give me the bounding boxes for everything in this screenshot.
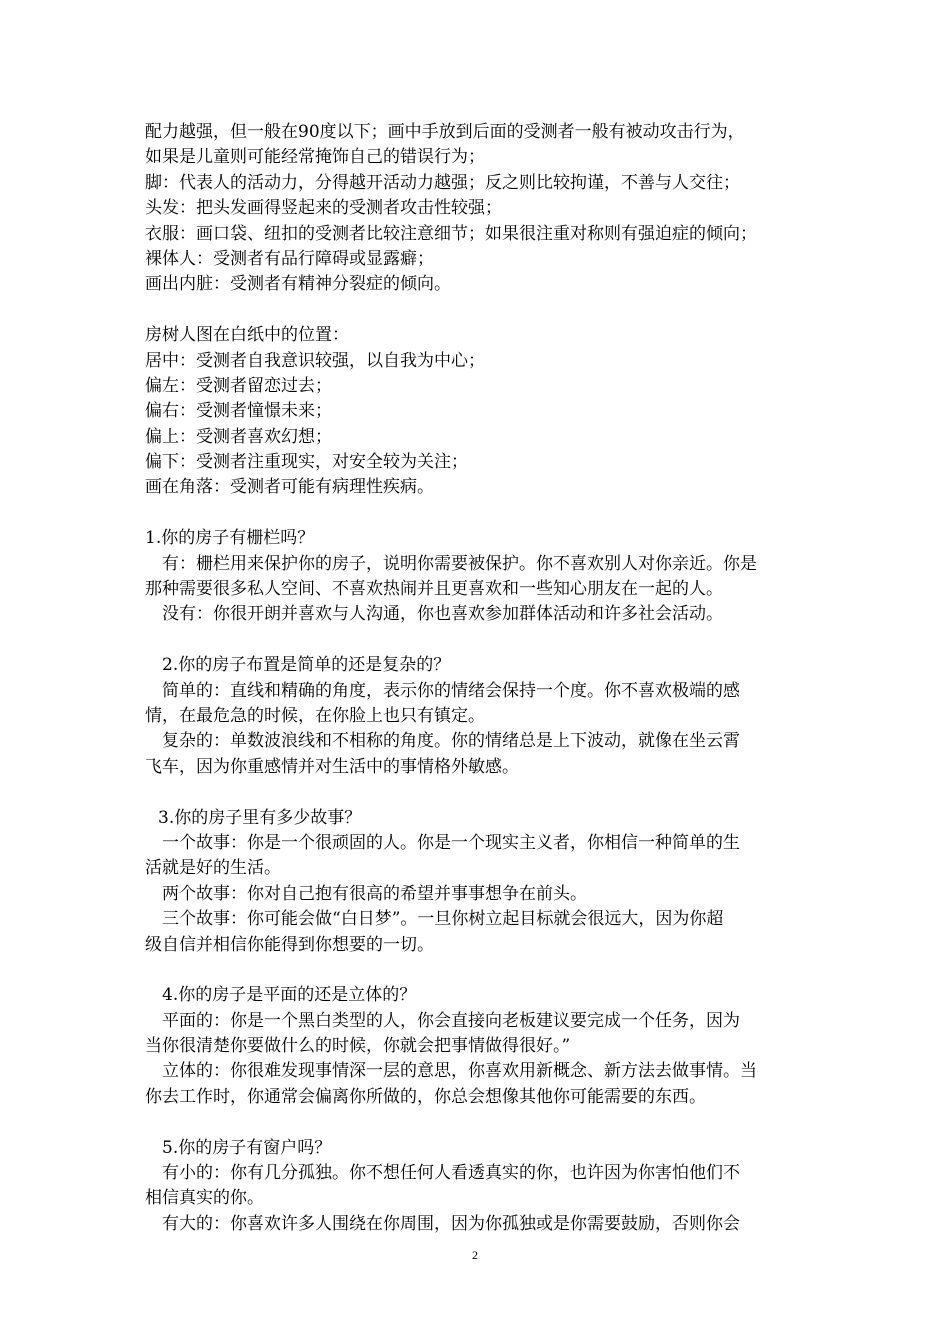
answer-line: 没有：你很开朗并喜欢与人沟通，你也喜欢参加群体活动和许多社会活动。: [162, 604, 723, 625]
answer-line: 有：栅栏用来保护你的房子，说明你需要被保护。你不喜欢别人对你亲近。你是: [162, 553, 757, 574]
answer-line: 平面的：你是一个黑白类型的人，你会直接向老板建议要完成一个任务，因为: [162, 1010, 740, 1031]
answer-line: 两个故事：你对自己抱有很高的希望并事事想争在前头。: [162, 883, 587, 904]
blank-line: [145, 501, 810, 526]
answer-line: 立体的：你很难发现事情深一层的意思，你喜欢用新概念、新方法去做事情。当: [162, 1061, 757, 1082]
answer-line: 情，在最危急的时候，在你脸上也只有镇定。: [145, 705, 485, 726]
blank-line: [145, 780, 810, 805]
answer-line: 简单的：直线和精确的角度，表示你的情绪会保持一个度。你不喜欢极端的感: [162, 680, 740, 701]
answer-line: 当你很清楚你要做什么的时候，你就会把事情做得很好。”: [145, 1036, 571, 1057]
answer-line: 三个故事：你可能会做“白日梦”。一旦你树立起目标就会很远大，因为你超: [162, 909, 724, 930]
answer-line: 飞车，因为你重感情并对生活中的事情格外敏感。: [145, 756, 519, 777]
blank-line: [145, 628, 810, 653]
answer-line: 你去工作时，你通常会偏离你所做的，你总会想像其他你可能需要的东西。: [145, 1086, 706, 1107]
paragraph-line: 偏上：受测者喜欢幻想；: [145, 426, 332, 447]
answer-line: 有小的：你有几分孤独。你不想任何人看透真实的你，也许因为你害怕他们不: [162, 1163, 740, 1184]
paragraph-line: 配力越强，但一般在90度以下；画中手放到后面的受测者一般有被动攻击行为，: [145, 122, 745, 142]
paragraph-line: 画在角落：受测者可能有病理性疾病。: [145, 477, 434, 498]
paragraph-line: 偏下：受测者注重现实，对安全较为关注；: [145, 452, 468, 473]
answer-line: 活就是好的生活。: [145, 858, 281, 879]
answer-line: 复杂的：单数波浪线和不相称的角度。你的情绪总是上下波动，就像在坐云霄: [162, 731, 740, 752]
paragraph-line: 裸体人：受测者有品行障碍或显露癖；: [145, 248, 434, 269]
paragraph-line: 偏右：受测者憧憬未来；: [145, 401, 332, 422]
answer-line: 一个故事：你是一个很顽固的人。你是一个现实主义者，你相信一种简单的生: [162, 832, 740, 853]
blank-line: [145, 958, 810, 983]
question-title: 1.你的房子有栅栏吗？: [145, 528, 315, 549]
question-title: 5.你的房子有窗户吗？: [162, 1137, 332, 1158]
section-heading: 房树人图在白纸中的位置：: [145, 325, 349, 346]
answer-line: 级自信并相信你能得到你想要的一切。: [145, 934, 434, 955]
paragraph-line: 偏左：受测者留恋过去；: [145, 375, 332, 396]
question-title: 3.你的房子里有多少故事？: [158, 807, 362, 828]
answer-line: 有大的：你喜欢许多人围绕在你周围，因为你孤独或是你需要鼓励，否则你会: [162, 1213, 740, 1234]
question-title: 4.你的房子是平面的还是立体的？: [162, 985, 417, 1006]
paragraph-line: 脚：代表人的活动力，分得越开活动力越强；反之则比较拘谨，不善与人交往；: [145, 172, 740, 193]
answer-line: 那种需要很多私人空间、不喜欢热闹并且更喜欢和一些知心朋友在一起的人。: [145, 579, 723, 600]
page-number: 2: [472, 1248, 478, 1262]
paragraph-line: 头发：把头发画得竖起来的受测者攻击性较强；: [145, 198, 502, 219]
paragraph-line: 画出内脏：受测者有精神分裂症的倾向。: [145, 274, 451, 295]
blank-line: [145, 1110, 810, 1135]
question-title: 2.你的房子布置是简单的还是复杂的？: [162, 655, 451, 676]
paragraph-line: 如果是儿童则可能经常掩饰自己的错误行为；: [145, 147, 485, 168]
document-body: [145, 120, 810, 1237]
paragraph-line: 居中：受测者自我意识较强，以自我为中心；: [145, 350, 485, 371]
blank-line: [145, 298, 810, 323]
paragraph-line: 衣服：画口袋、纽扣的受测者比较注意细节；如果很注重对称则有强迫症的倾向；: [145, 223, 757, 244]
answer-line: 相信真实的你。: [145, 1188, 264, 1209]
